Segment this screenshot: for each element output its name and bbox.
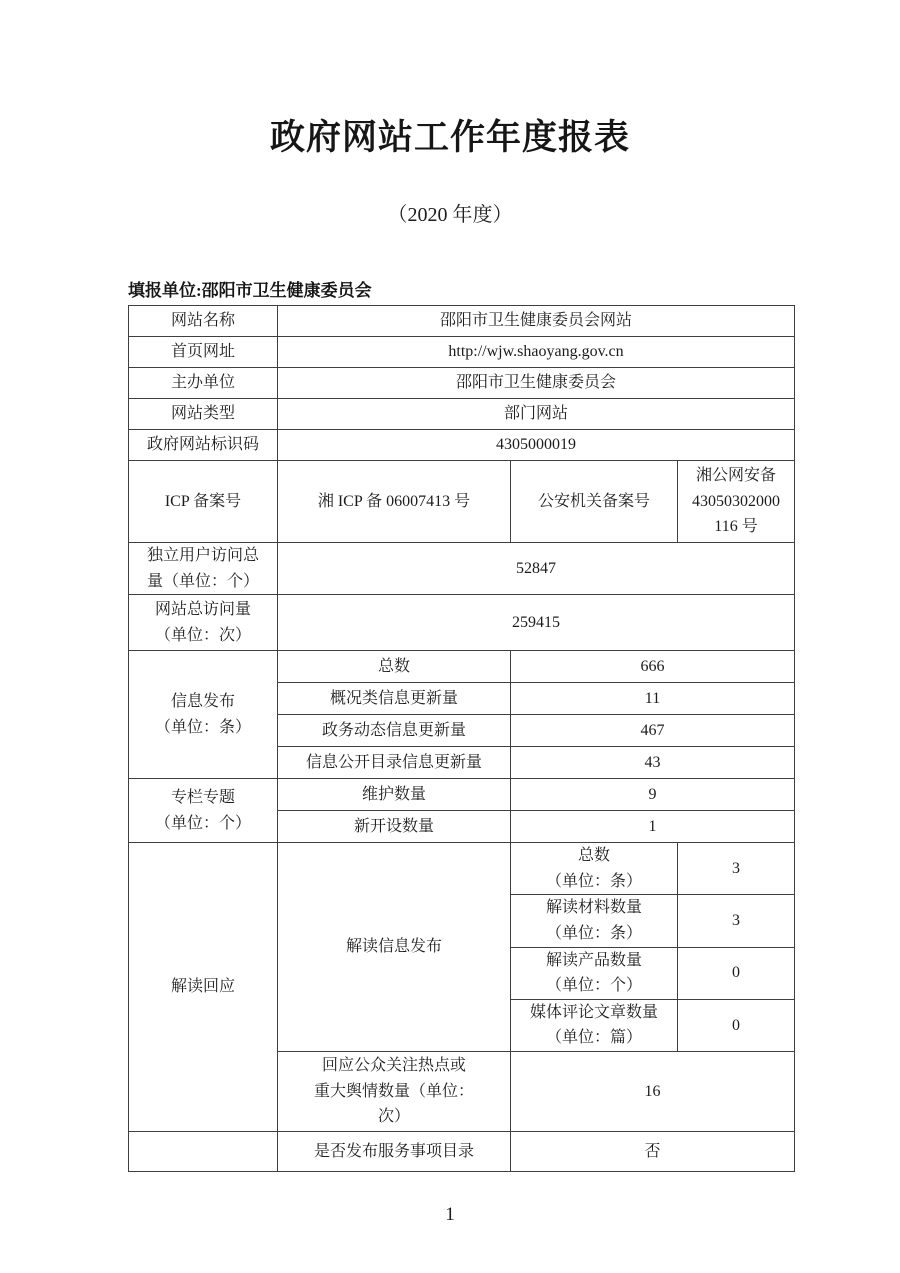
site-type-label: 网站类型 (129, 399, 278, 430)
interpretation-total-label (511, 843, 678, 895)
page-title: 政府网站工作年度报表 (269, 118, 630, 157)
hot-response-label (278, 1051, 511, 1131)
special-columns-section-label (129, 779, 278, 843)
empty-section-cell (129, 1131, 278, 1171)
special-columns-new-value: 1 (511, 811, 795, 843)
cell-line: （单位：条） (545, 924, 642, 942)
table-row (129, 651, 795, 683)
special-columns-maintained-value: 9 (511, 779, 795, 811)
cell-line: （单位：个） (545, 977, 642, 995)
special-columns-new-label: 新开设数量 (278, 811, 511, 843)
cell-line: 43050302000 (692, 492, 780, 510)
cell-line: 信息发布 (170, 693, 235, 711)
table-row (129, 779, 795, 811)
cell-line: 回应公众关注热点或 (321, 1057, 466, 1075)
interpretation-publish-label: 解读信息发布 (278, 843, 511, 1052)
site-code-label: 政府网站标识码 (129, 430, 278, 461)
police-filing-value (678, 461, 795, 543)
info-publish-dynamics-label: 政务动态信息更新量 (278, 715, 511, 747)
filing-unit-line: 填报单位:邵阳市卫生健康委员会 (128, 281, 372, 300)
cell-line: 媒体评论文章数量 (529, 1003, 658, 1021)
site-type-value: 部门网站 (278, 399, 795, 430)
organizer-label: 主办单位 (129, 368, 278, 399)
service-catalog-label: 是否发布服务事项目录 (278, 1131, 511, 1171)
interpretation-media-label (511, 999, 678, 1051)
interpretation-product-value: 0 (678, 947, 795, 999)
interpretation-media-value: 0 (678, 999, 795, 1051)
info-publish-overview-label: 概况类信息更新量 (278, 683, 511, 715)
cell-line: 总数 (577, 847, 610, 865)
homepage-url-label: 首页网址 (129, 337, 278, 368)
interpretation-section-label: 解读回应 (129, 843, 278, 1132)
table-row (129, 430, 795, 461)
report-year-subtitle: （2020 年度） (387, 204, 513, 226)
total-visits-value: 259415 (278, 595, 795, 651)
info-publish-dynamics-value: 467 (511, 715, 795, 747)
cell-line: 网站总访问量 (154, 601, 251, 619)
info-publish-section-label (129, 651, 278, 779)
table-row (129, 543, 795, 595)
page-number: 1 (445, 1203, 455, 1225)
info-publish-overview-value: 11 (511, 683, 795, 715)
cell-line: （单位：个） (154, 814, 251, 832)
cell-line: （单位：条） (545, 872, 642, 890)
organizer-value: 邵阳市卫生健康委员会 (278, 368, 795, 399)
total-visits-label (129, 595, 278, 651)
icp-value: 湘 ICP 备 06007413 号 (278, 461, 511, 543)
info-publish-total-value: 666 (511, 651, 795, 683)
unique-visitors-value: 52847 (278, 543, 795, 595)
service-catalog-value: 否 (511, 1131, 795, 1171)
special-columns-maintained-label: 维护数量 (278, 779, 511, 811)
cell-line: 专栏专题 (170, 789, 235, 807)
interpretation-material-value: 3 (678, 895, 795, 947)
table-row (129, 461, 795, 543)
cell-line: （单位：次） (154, 626, 251, 644)
cell-line: 量（单位：个） (146, 572, 259, 590)
icp-label: ICP 备案号 (129, 461, 278, 543)
interpretation-product-label (511, 947, 678, 999)
cell-line: （单位：篇） (545, 1029, 642, 1047)
annual-report-table (128, 305, 795, 1172)
cell-line: 独立用户访问总 (146, 547, 259, 564)
interpretation-material-label (511, 895, 678, 947)
table-row (129, 1131, 795, 1171)
cell-line: 湘公网安备 (696, 467, 777, 485)
hot-response-value: 16 (511, 1051, 795, 1131)
table-row (129, 843, 795, 895)
table-row (129, 368, 795, 399)
interpretation-total-value: 3 (678, 843, 795, 895)
cell-line: （单位：条） (154, 718, 251, 736)
cell-line: 重大舆情数量（单位： (313, 1082, 474, 1100)
table-row (129, 337, 795, 368)
homepage-url-value: http://wjw.shaoyang.gov.cn (278, 337, 795, 368)
site-name-label: 网站名称 (129, 306, 278, 337)
cell-line: 解读材料数量 (545, 899, 642, 917)
police-filing-label: 公安机关备案号 (511, 461, 678, 543)
info-publish-catalog-label: 信息公开目录信息更新量 (278, 747, 511, 779)
unique-visitors-label (129, 543, 278, 595)
site-code-value: 4305000019 (278, 430, 795, 461)
cell-line: 116 号 (714, 518, 758, 536)
site-name-value: 邵阳市卫生健康委员会网站 (278, 306, 795, 337)
table-row (129, 306, 795, 337)
table-row (129, 595, 795, 651)
table-row (129, 399, 795, 430)
info-publish-catalog-value: 43 (511, 747, 795, 779)
cell-line: 次） (377, 1108, 410, 1126)
info-publish-total-label: 总数 (278, 651, 511, 683)
cell-line: 解读产品数量 (545, 951, 642, 969)
